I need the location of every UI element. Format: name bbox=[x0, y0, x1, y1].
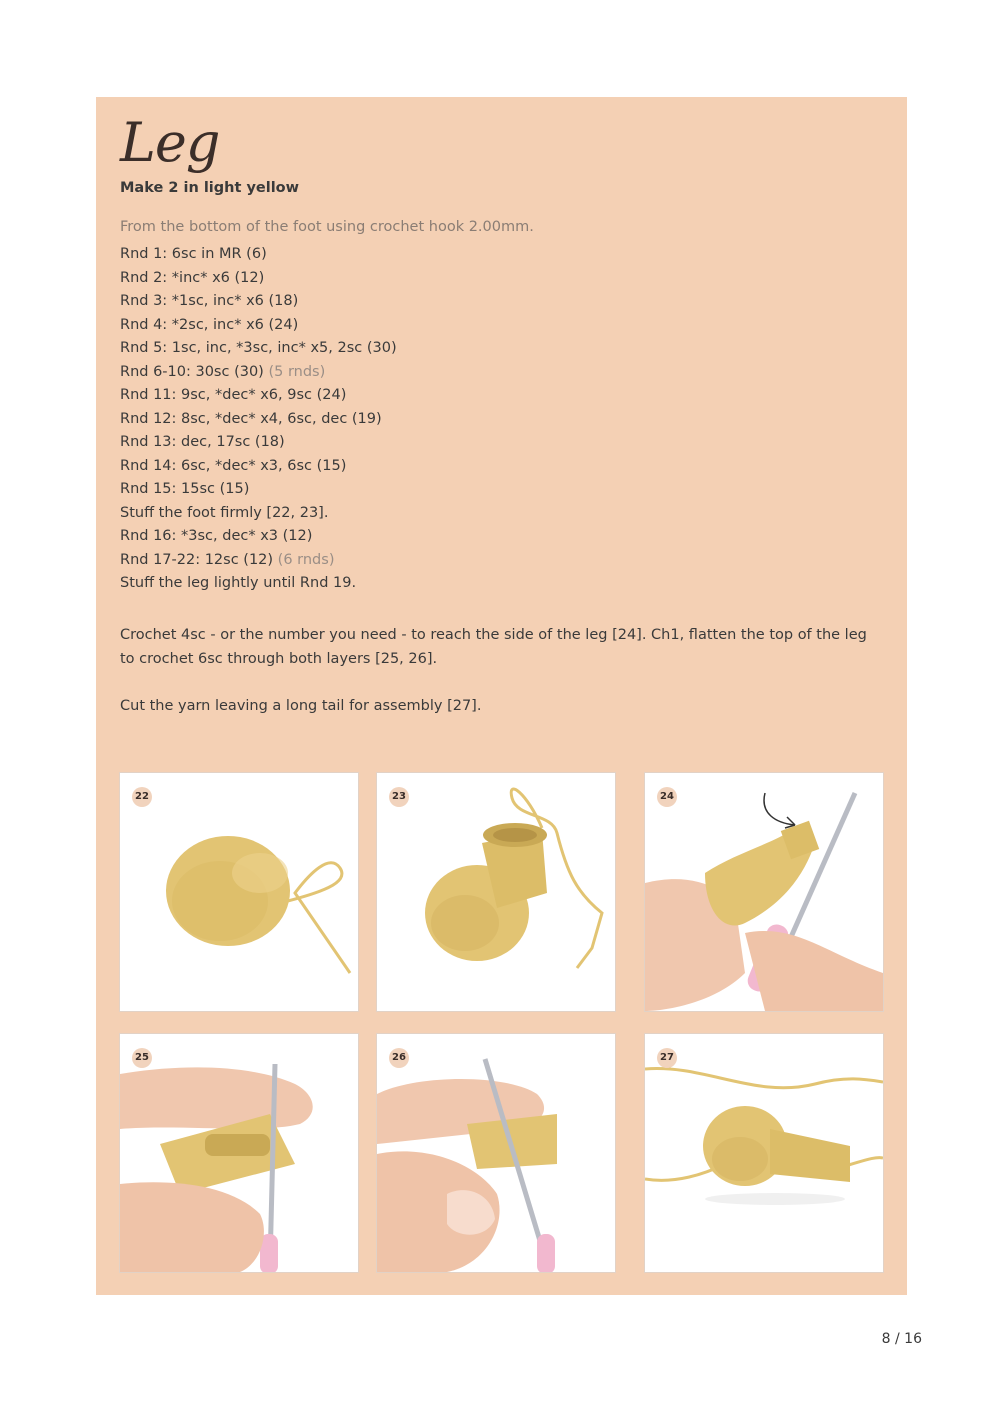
round-line: Rnd 15: 15sc (15) bbox=[120, 481, 250, 497]
crochet-hook-photo bbox=[120, 1034, 358, 1272]
step-number-badge: 25 bbox=[132, 1048, 152, 1068]
round-line: Rnd 4: *2sc, inc* x6 (24) bbox=[120, 316, 299, 333]
round-line: Rnd 17-22: 12sc (12) (6 rnds) bbox=[120, 551, 335, 568]
step-photo-22 bbox=[120, 773, 358, 1011]
step-photo-23 bbox=[377, 773, 615, 1011]
step-photo-24 bbox=[645, 773, 883, 1011]
step-number-badge: 23 bbox=[389, 787, 409, 807]
intro-text: From the bottom of the foot using crochet hook 2.00mm. bbox=[120, 219, 534, 235]
crochet-foot-photo bbox=[377, 773, 615, 1011]
round-line: Rnd 5: 1sc, inc, *3sc, inc* x5, 2sc (30) bbox=[120, 340, 397, 356]
round-line: Stuff the leg lightly until Rnd 19. bbox=[120, 575, 357, 591]
page-number: 8 / 16 bbox=[881, 1331, 922, 1347]
content-panel bbox=[96, 97, 907, 1295]
step-number-badge: 26 bbox=[389, 1048, 409, 1068]
round-line: Rnd 16: *3sc, dec* x3 (12) bbox=[120, 528, 313, 544]
crochet-leg-photo bbox=[645, 1034, 883, 1272]
instruction-paragraph: Crochet 4sc - or the number you need - to reach the side of the leg [24]. Ch1, flatten the top of the leg to crochet 6sc through both layers [25, 26]. bbox=[120, 627, 867, 667]
crochet-hook-photo bbox=[645, 773, 883, 1011]
round-line: Rnd 12: 8sc, *dec* x4, 6sc, dec (19) bbox=[120, 410, 382, 427]
round-line: Stuff the foot firmly [22, 23]. bbox=[120, 504, 329, 521]
step-photo-26 bbox=[377, 1034, 615, 1272]
round-line: Rnd 1: 6sc in MR (6) bbox=[120, 246, 267, 262]
round-line: Rnd 11: 9sc, *dec* x6, 9sc (24) bbox=[120, 387, 347, 403]
round-line: Rnd 3: *1sc, inc* x6 (18) bbox=[120, 293, 299, 309]
subtitle: Make 2 in light yellow bbox=[120, 180, 300, 196]
crochet-hook-photo bbox=[377, 1034, 615, 1272]
crochet-foot-photo bbox=[120, 773, 358, 1011]
step-number-badge: 27 bbox=[657, 1048, 677, 1068]
round-note: (6 rnds) bbox=[277, 551, 335, 568]
step-number-badge: 22 bbox=[132, 787, 152, 807]
step-number-badge: 24 bbox=[657, 787, 677, 807]
round-note: (5 rnds) bbox=[268, 363, 326, 380]
round-line: Rnd 13: dec, 17sc (18) bbox=[120, 434, 285, 450]
step-photo-25 bbox=[120, 1034, 358, 1272]
round-line: Rnd 2: *inc* x6 (12) bbox=[120, 269, 265, 286]
round-line: Rnd 6-10: 30sc (30) (5 rnds) bbox=[120, 363, 326, 380]
page-title: Leg bbox=[120, 111, 220, 174]
pattern-rounds bbox=[120, 243, 397, 596]
round-line: Rnd 14: 6sc, *dec* x3, 6sc (15) bbox=[120, 457, 347, 474]
step-photo-27 bbox=[645, 1034, 883, 1272]
instruction-paragraph: Cut the yarn leaving a long tail for assembly [27]. bbox=[120, 698, 482, 714]
